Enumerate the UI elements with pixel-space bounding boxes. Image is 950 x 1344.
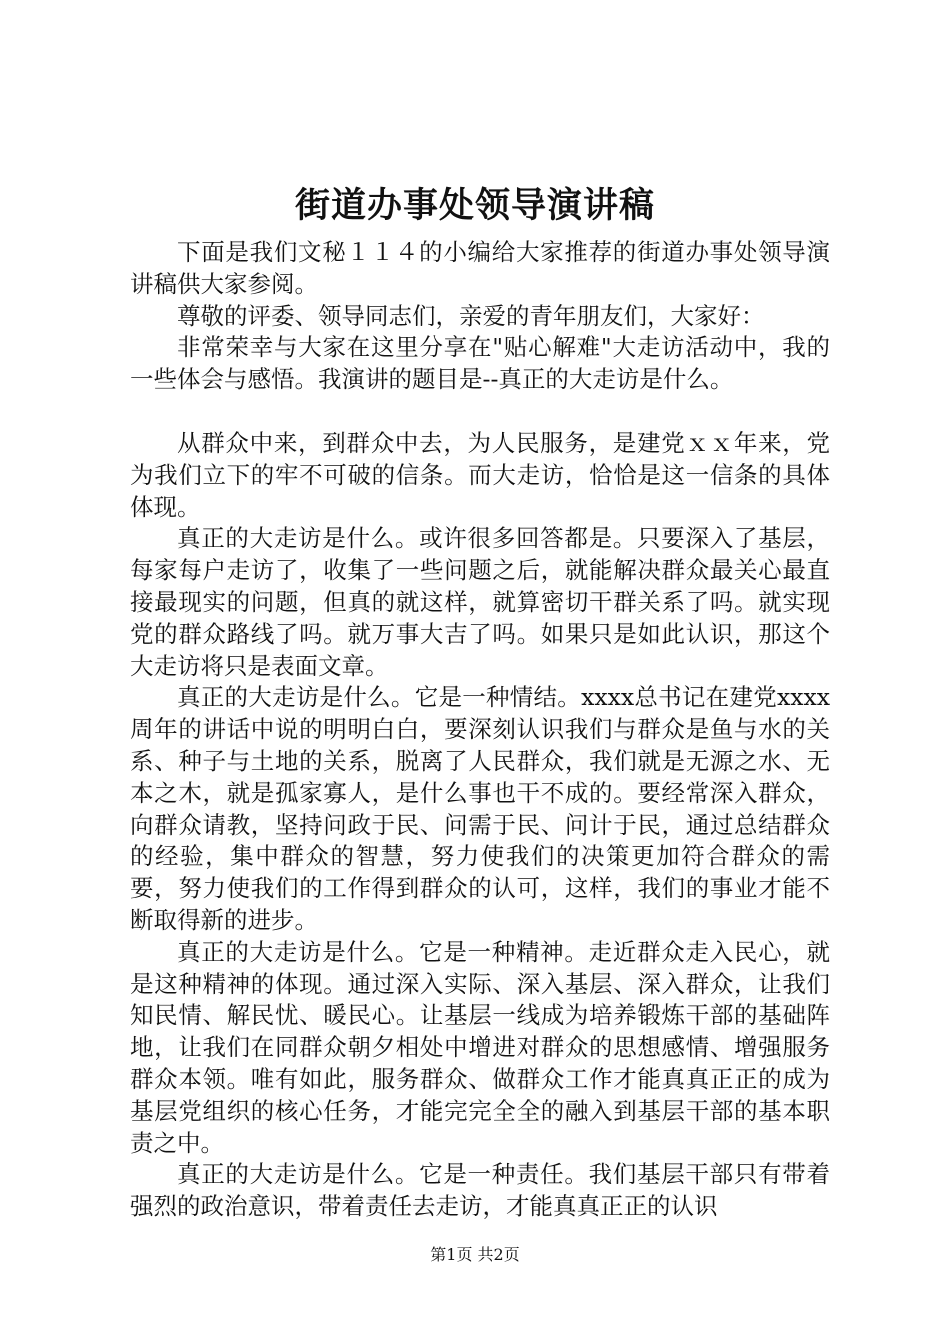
- body-paragraph: 真正的大走访是什么。它是一种责任。我们基层干部只有带着强烈的政治意识，带着责任去走访，才能真真正正的认识: [130, 1160, 830, 1221]
- paragraph-gap: [130, 396, 830, 428]
- body-paragraph: 真正的大走访是什么。或许很多回答都是。只要深入了基层，每家每户走访了，收集了一些问题之后，就能解决群众最关心最直接最现实的问题，但真的就这样，就算密切干群关系了吗。就实现党的群众路线了吗。就万事大吉了吗。如果只是如此认识，那这个大走访将只是表面文章。: [130, 524, 830, 680]
- intro-paragraph: 下面是我们文秘１１４的小编给大家推荐的街道办事处领导演讲稿供大家参阅。: [130, 238, 830, 298]
- body-paragraph: 真正的大走访是什么。它是一种情结。xxxx总书记在建党xxxx周年的讲话中说的明明白白，要深刻认识我们与群众是鱼与水的关系、种子与土地的关系，脱离了人民群众，我们就是无源之水、无本之木，就是孤家寡人，是什么事也干不成的。要经常深入群众，向群众请教，坚持问政于民、问需于民、问计于民，通过总结群众的经验，集中群众的智慧，努力使我们的决策更加符合群众的需要，努力使我们的工作得到群众的认可，这样，我们的事业才能不断取得新的进步。: [130, 683, 830, 934]
- opening-paragraph: 非常荣幸与大家在这里分享在"贴心解难"大走访活动中，我的一些体会与感悟。我演讲的题目是--真正的大走访是什么。: [130, 333, 830, 394]
- page-footer: 第1页 共2页: [430, 1245, 520, 1264]
- body-paragraph: 真正的大走访是什么。它是一种精神。走近群众走入民心，就是这种精神的体现。通过深入实际、深入基层、深入群众，让我们知民情、解民忧、暖民心。让基层一线成为培养锻炼干部的基础阵地，让我们在同群众朝夕相处中增进对群众的思想感情、增强服务群众本领。唯有如此，服务群众、做群众工作才能真真正正的成为基层党组织的核心任务，才能完完全全的融入到基层干部的基本职责之中。: [130, 937, 830, 1157]
- document-body: [130, 237, 830, 1223]
- body-paragraph: 从群众中来，到群众中去，为人民服务，是建党ｘｘ年来，党为我们立下的牢不可破的信条。而大走访，恰恰是这一信条的具体体现。: [130, 428, 830, 521]
- document-title: 街道办事处领导演讲稿: [294, 185, 655, 226]
- salutation-paragraph: 尊敬的评委、领导同志们，亲爱的青年朋友们，大家好：: [177, 301, 765, 330]
